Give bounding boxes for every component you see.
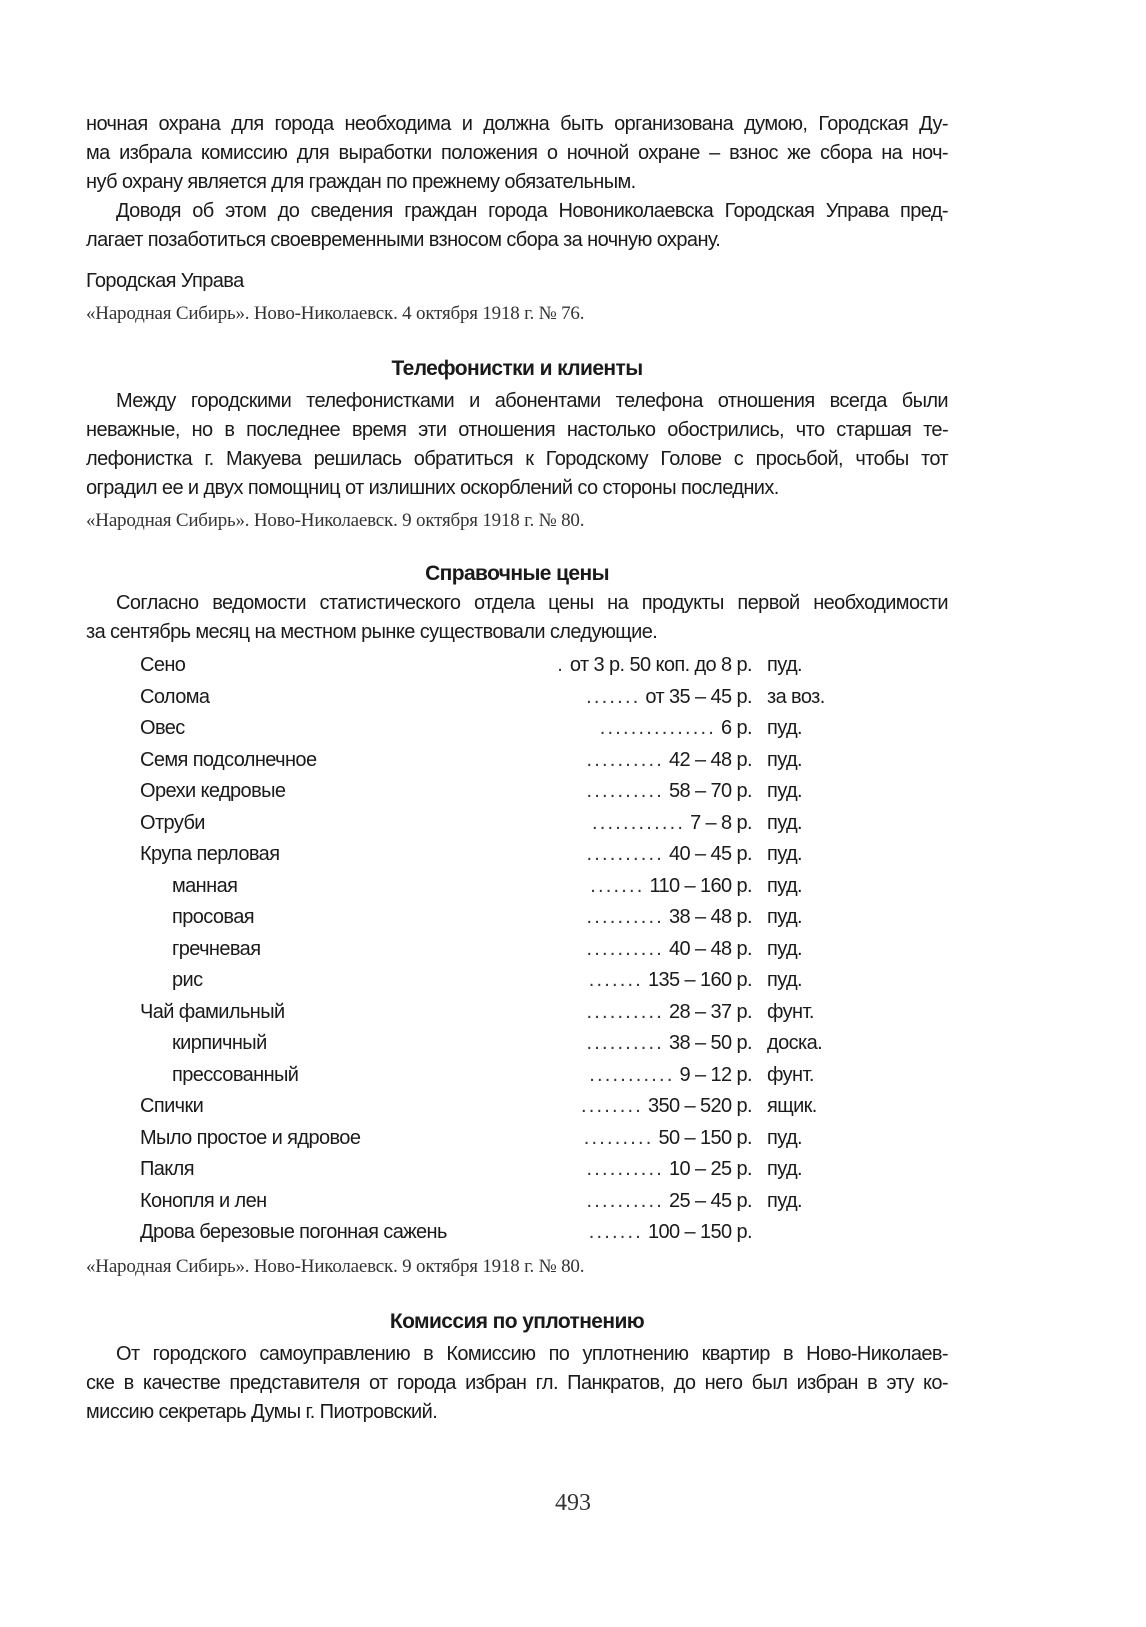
- price-row: [86, 965, 948, 997]
- price-item-name: гречневая: [172, 937, 261, 960]
- price-amount: 40 – 45 р.: [669, 843, 752, 865]
- text-line: Согласно ведомости статистического отдела цены на продукты первой необходимости: [116, 592, 948, 614]
- price-item-name: рис: [172, 969, 203, 991]
- text-line: ске в качестве представителя от города избран гл. Панкратов, до него был избран в эту ко-: [86, 1371, 948, 1394]
- book-page: [86, 110, 948, 1427]
- price-amount: 28 – 37 р.: [669, 1000, 752, 1023]
- price-row: [86, 1091, 948, 1123]
- leader-dots: ..........: [586, 843, 665, 865]
- price-item-name: Отруби: [140, 811, 205, 834]
- price-row: [86, 997, 948, 1029]
- price-row: [86, 1028, 948, 1060]
- price-unit: пуд.: [767, 1158, 802, 1180]
- price-item-name: Конопля и лен: [140, 1189, 267, 1212]
- price-row: [86, 745, 948, 777]
- price-amount: 42 – 48 р.: [669, 748, 752, 771]
- price-row: [86, 1186, 948, 1218]
- price-value: [592, 808, 752, 840]
- price-item-name: прессованный: [172, 1063, 299, 1086]
- price-item-name: Солома: [140, 685, 210, 708]
- leader-dots: ........: [580, 1095, 644, 1117]
- price-unit: пуд.: [767, 1189, 802, 1212]
- price-value: [586, 934, 752, 966]
- leader-dots: .......: [588, 1221, 644, 1243]
- price-item-name: просовая: [172, 906, 254, 928]
- price-unit: пуд.: [767, 969, 802, 991]
- price-row: [86, 713, 948, 745]
- price-item-name: Чай фамильный: [140, 1000, 285, 1023]
- price-amount: 110 – 160 р.: [649, 874, 752, 897]
- price-value: [586, 682, 752, 714]
- section-heading: Справочные цены: [425, 562, 609, 585]
- price-unit: пуд.: [767, 843, 802, 865]
- price-row: [86, 1217, 948, 1249]
- price-item-name: Сено: [140, 654, 186, 676]
- price-value: [586, 902, 752, 934]
- text-line: оградил ее и двух помощниц от излишних оскорблений со стороны последних.: [86, 477, 779, 499]
- price-amount: 9 – 12 р.: [679, 1063, 752, 1086]
- source-citation: «Народная Сибирь». Ново-Николаевск. 9 октября 1918 г. № 80.: [86, 510, 585, 531]
- price-amount: от 35 – 45 р.: [645, 685, 752, 708]
- leader-dots: ..........: [586, 1000, 665, 1023]
- price-unit: пуд.: [767, 654, 802, 676]
- telephone-section: [86, 354, 948, 535]
- text-line: ночная охрана для города необходима и должна быть организована думою, Городская Ду-: [86, 113, 948, 135]
- price-amount: 50 – 150 р.: [658, 1126, 752, 1149]
- price-amount: 7 – 8 р.: [690, 811, 752, 834]
- price-amount: 350 – 520 р.: [647, 1095, 752, 1117]
- prices-section: [86, 559, 948, 1281]
- text-line: нуб охрану является для граждан по прежнему обязательным.: [86, 171, 636, 193]
- leader-dots: .: [557, 654, 565, 676]
- price-row: [86, 682, 948, 714]
- price-row: [86, 839, 948, 871]
- price-unit: пуд.: [767, 748, 802, 771]
- price-item-name: Дрова березовые погонная сажень: [140, 1221, 447, 1243]
- leader-dots: ..........: [586, 1032, 665, 1054]
- text-line: ма избрала комиссию для выработки положения о ночной охране – взнос же сбора на ноч-: [86, 142, 948, 164]
- price-item-name: Семя подсолнечное: [140, 748, 317, 771]
- prices-intro-paragraph: [86, 589, 948, 647]
- price-row: [86, 1060, 948, 1092]
- leader-dots: ..........: [586, 937, 665, 960]
- price-item-name: Спички: [140, 1095, 204, 1117]
- price-value: [589, 965, 752, 997]
- price-unit: фунт.: [767, 1000, 814, 1023]
- text-line: за сентябрь месяц на местном рынке существовали следующие.: [86, 621, 658, 643]
- intro-section: [86, 110, 948, 328]
- page-number: 493: [555, 1490, 591, 1516]
- price-unit: пуд.: [767, 874, 802, 897]
- commission-section: [86, 1307, 948, 1427]
- price-amount: 10 – 25 р.: [669, 1158, 752, 1180]
- source-citation: «Народная Сибирь». Ново-Николаевск. 9 октября 1918 г. № 80.: [86, 1255, 585, 1277]
- price-amount: от 3 р. 50 коп. до 8 р.: [569, 654, 752, 676]
- signature: Городская Управа: [86, 270, 244, 292]
- section-heading: Телефонистки и клиенты: [391, 357, 643, 380]
- price-amount: 40 – 48 р.: [669, 937, 752, 960]
- leader-dots: ............: [592, 811, 686, 834]
- price-amount: 6 р.: [721, 717, 752, 739]
- price-value: [581, 1091, 752, 1123]
- leader-dots: ..........: [586, 1158, 665, 1180]
- price-value: [589, 1060, 752, 1092]
- price-list: [86, 650, 948, 1249]
- price-row: [86, 902, 948, 934]
- text-line: неважные, но в последнее время эти отношения настолько обострились, что старшая те-: [86, 419, 948, 441]
- price-value: [586, 745, 752, 777]
- leader-dots: .......: [590, 874, 645, 897]
- commission-paragraph: [86, 1340, 948, 1427]
- price-row: [86, 808, 948, 840]
- price-item-name: Овес: [140, 717, 185, 739]
- leader-dots: .......: [586, 685, 641, 708]
- price-value: [586, 839, 752, 871]
- price-value: [584, 1123, 752, 1155]
- price-unit: ящик.: [767, 1095, 817, 1117]
- price-amount: 58 – 70 р.: [669, 780, 752, 802]
- price-item-name: Мыло простое и ядровое: [140, 1126, 361, 1149]
- section-heading: Комиссия по уплотнению: [389, 1309, 645, 1333]
- price-amount: 38 – 50 р.: [669, 1032, 752, 1054]
- price-value: [586, 1028, 752, 1060]
- leader-dots: .........: [583, 1126, 654, 1149]
- intro-paragraph-1: [86, 110, 948, 197]
- price-unit: пуд.: [767, 780, 802, 802]
- price-item-name: кирпичный: [172, 1032, 267, 1054]
- price-unit: пуд.: [767, 811, 802, 834]
- price-value: [586, 997, 752, 1029]
- price-value: [586, 1186, 752, 1218]
- price-item-name: манная: [172, 874, 238, 897]
- leader-dots: ..........: [586, 906, 665, 928]
- price-row: [86, 776, 948, 808]
- leader-dots: ...............: [599, 717, 717, 739]
- price-value: [586, 776, 752, 808]
- text-line: лагает позаботиться своевременными взносом сбора за ночную охрану.: [86, 229, 721, 251]
- price-item-name: Пакля: [140, 1158, 194, 1180]
- text-line: Между городскими телефонистками и абонентами телефона отношения всегда были: [116, 390, 948, 412]
- leader-dots: .......: [588, 969, 644, 991]
- price-unit: фунт.: [767, 1063, 814, 1086]
- text-line: Доводя об этом до сведения граждан города Новониколаевска Городская Управа пред-: [116, 200, 948, 222]
- text-line: От городского самоуправлению в Комиссию по уплотнению квартир в Ново-Николаев-: [116, 1342, 948, 1365]
- price-value: [600, 713, 752, 745]
- intro-paragraph-2: [86, 197, 948, 255]
- leader-dots: ..........: [586, 748, 665, 771]
- price-unit: пуд.: [767, 937, 802, 960]
- price-item-name: Орехи кедровые: [140, 780, 286, 802]
- price-row: [86, 650, 948, 682]
- price-unit: за воз.: [767, 685, 825, 708]
- price-unit: доска.: [767, 1032, 823, 1054]
- price-row: [86, 1154, 948, 1186]
- leader-dots: ..........: [586, 1189, 665, 1212]
- price-amount: 135 – 160 р.: [647, 969, 752, 991]
- price-unit: пуд.: [767, 906, 802, 928]
- text-line: лефонистка г. Макуева решилась обратиться к Городскому Голове с просьбой, чтобы тот: [86, 448, 948, 470]
- text-line: миссию секретарь Думы г. Пиотровский.: [86, 1400, 438, 1423]
- leader-dots: ...........: [589, 1063, 675, 1086]
- price-amount: 38 – 48 р.: [669, 906, 752, 928]
- leader-dots: ..........: [586, 780, 665, 802]
- price-value: [590, 871, 752, 903]
- price-item-name: Крупа перловая: [140, 843, 280, 865]
- price-amount: 25 – 45 р.: [669, 1189, 752, 1212]
- price-row: [86, 934, 948, 966]
- price-value: [586, 1154, 752, 1186]
- price-value: [589, 1217, 752, 1249]
- price-row: [86, 1123, 948, 1155]
- price-unit: пуд.: [767, 717, 802, 739]
- source-citation: «Народная Сибирь». Ново-Николаевск. 4 октября 1918 г. № 76.: [86, 303, 585, 324]
- price-value: [557, 650, 752, 682]
- price-unit: пуд.: [767, 1126, 802, 1149]
- price-amount: 100 – 150 р.: [647, 1221, 752, 1243]
- price-row: [86, 871, 948, 903]
- telephone-paragraph: [86, 387, 948, 503]
